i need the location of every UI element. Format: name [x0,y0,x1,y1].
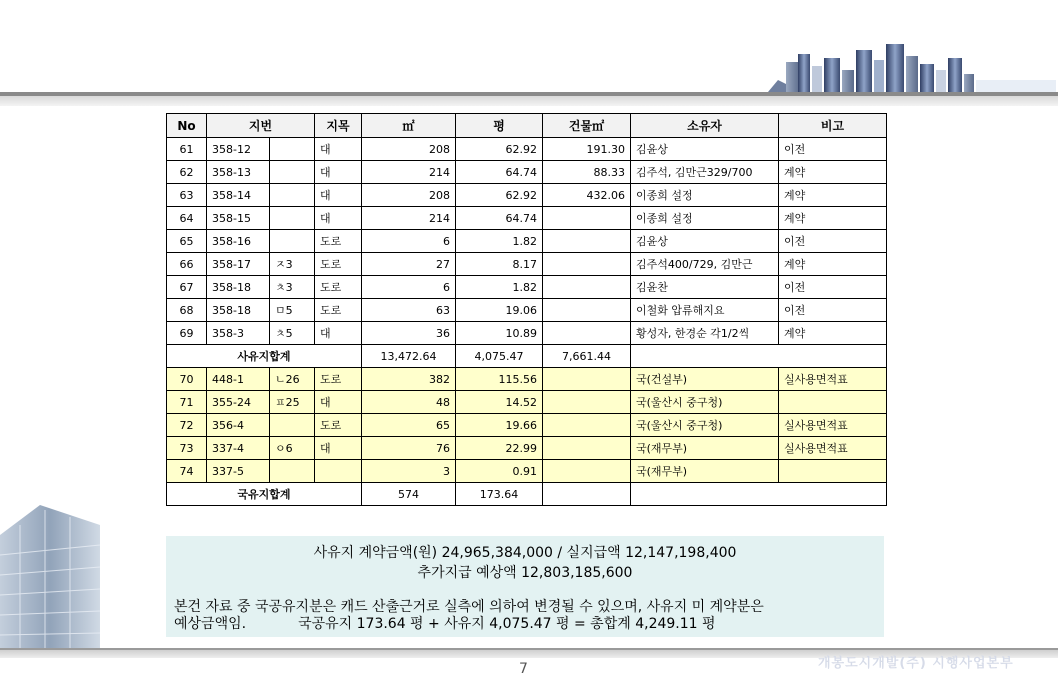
row-sqm: 6 [362,230,456,253]
row-no: 64 [167,207,207,230]
row-no: 69 [167,322,207,345]
row-building [543,368,631,391]
row-sqm: 76 [362,437,456,460]
row-pyeong: 64.74 [456,207,543,230]
note-text: 본건 자료 중 국공유지분은 캐드 산출근거로 실측에 의하여 변경될 수 있으며, 사유지 미 계약분은 [174,599,764,615]
private-total-pyeong: 4,075.47 [456,345,543,368]
row-lot: 337-4 [207,437,270,460]
table-row [167,299,887,322]
row-sub-lot [270,460,315,483]
table-row [167,138,887,161]
row-owner: 황성자, 한경순 각1/2씩 [631,322,779,345]
row-sqm: 48 [362,391,456,414]
private-total-building: 7,661.44 [543,345,631,368]
row-building [543,230,631,253]
row-building [543,207,631,230]
table-row [167,368,887,391]
header-building: 건물㎡ [543,114,631,138]
header-owner: 소유자 [631,114,779,138]
row-sub-lot: ㅊ5 [270,322,315,345]
private-total-row [167,345,887,368]
row-pyeong: 0.91 [456,460,543,483]
row-sqm: 208 [362,184,456,207]
row-category: 대 [315,437,362,460]
office-tower-icon [0,505,110,650]
row-no: 61 [167,138,207,161]
state-total-row [167,483,887,506]
row-lot: 358-12 [207,138,270,161]
page-number: 7 [519,661,528,677]
header-sqm: ㎡ [362,114,456,138]
row-no: 73 [167,437,207,460]
header-pyeong: 평 [456,114,543,138]
row-pyeong: 115.56 [456,368,543,391]
row-building [543,391,631,414]
row-category: 도로 [315,253,362,276]
area-sum-text: 국공유지 173.64 평 + 사유지 4,075.47 평 = 총합계 4,249.11 평 [298,616,716,632]
state-total-label: 국유지합계 [167,483,362,506]
row-pyeong: 62.92 [456,184,543,207]
table-row [167,276,887,299]
row-note: 계약 [779,207,887,230]
land-table [166,113,887,506]
row-sqm: 3 [362,460,456,483]
row-pyeong: 62.92 [456,138,543,161]
row-category: 대 [315,161,362,184]
row-sqm: 6 [362,276,456,299]
row-owner: 김주석, 김만근329/700 [631,161,779,184]
header-category: 지목 [315,114,362,138]
row-pyeong: 1.82 [456,230,543,253]
row-category: 대 [315,207,362,230]
row-owner: 국(재무부) [631,437,779,460]
state-total-sqm: 574 [362,483,456,506]
row-owner: 김윤상 [631,230,779,253]
row-pyeong: 8.17 [456,253,543,276]
row-no: 72 [167,414,207,437]
row-lot: 358-3 [207,322,270,345]
row-building [543,437,631,460]
row-note: 실사용면적표 [779,414,887,437]
contract-amount-text: 사유지 계약금액(원) 24,965,384,000 / 실지급액 12,147,198,400 [313,545,737,561]
row-building: 191.30 [543,138,631,161]
state-total-pyeong: 173.64 [456,483,543,506]
row-sqm: 214 [362,207,456,230]
row-category: 도로 [315,368,362,391]
row-owner: 김윤찬 [631,276,779,299]
total-area-text [174,613,882,633]
summary-box [166,536,884,637]
row-sqm: 208 [362,138,456,161]
row-building [543,253,631,276]
table-row [167,253,887,276]
row-lot: 358-14 [207,184,270,207]
table-header-row [167,114,887,138]
row-lot: 358-13 [207,161,270,184]
row-category [315,460,362,483]
row-sqm: 27 [362,253,456,276]
row-category: 대 [315,322,362,345]
row-sub-lot [270,138,315,161]
additional-payment-text: 추가지급 예상액 12,803,185,600 [417,565,633,581]
row-owner: 이철화 압류해지요 [631,299,779,322]
row-pyeong: 19.06 [456,299,543,322]
row-lot: 337-5 [207,460,270,483]
row-note: 이전 [779,138,887,161]
row-building: 432.06 [543,184,631,207]
row-sub-lot [270,230,315,253]
row-owner: 국(건설부) [631,368,779,391]
row-sub-lot [270,184,315,207]
row-lot: 355-24 [207,391,270,414]
company-watermark: 개봉도시개발(주) 시행사업본부 [818,656,1014,671]
row-lot: 358-16 [207,230,270,253]
row-owner: 김윤상 [631,138,779,161]
row-pyeong: 10.89 [456,322,543,345]
row-sqm: 214 [362,161,456,184]
row-note: 실사용면적표 [779,368,887,391]
table-row [167,161,887,184]
row-note: 실사용면적표 [779,437,887,460]
row-category: 대 [315,391,362,414]
row-lot: 358-17 [207,253,270,276]
row-sub-lot: ㅁ5 [270,299,315,322]
row-pyeong: 14.52 [456,391,543,414]
table-row [167,460,887,483]
row-no: 62 [167,161,207,184]
row-category: 도로 [315,276,362,299]
table-row [167,207,887,230]
row-sub-lot: ㅈ3 [270,253,315,276]
row-no: 74 [167,460,207,483]
header-lot: 지번 [207,114,315,138]
row-sub-lot [270,414,315,437]
row-category: 대 [315,184,362,207]
table-row [167,437,887,460]
row-note [779,391,887,414]
row-owner: 국(울산시 중구청) [631,391,779,414]
city-skyline-icon [768,40,1058,96]
row-sub-lot: ㅊ3 [270,276,315,299]
header-no: No [167,114,207,138]
row-note: 계약 [779,253,887,276]
row-note: 이전 [779,276,887,299]
row-lot: 358-18 [207,276,270,299]
row-no: 66 [167,253,207,276]
row-lot: 358-15 [207,207,270,230]
table-row [167,230,887,253]
row-building [543,276,631,299]
table-row [167,414,887,437]
row-sub-lot [270,207,315,230]
row-sub-lot [270,161,315,184]
row-building: 88.33 [543,161,631,184]
row-owner: 김주석400/729, 김만근 [631,253,779,276]
row-building [543,414,631,437]
row-note: 계약 [779,161,887,184]
row-no: 65 [167,230,207,253]
private-total-sqm: 13,472.64 [362,345,456,368]
row-note: 이전 [779,299,887,322]
row-no: 70 [167,368,207,391]
private-total-label: 사유지합계 [167,345,362,368]
row-category: 도로 [315,414,362,437]
table-row [167,184,887,207]
header-band-shade [0,96,1058,106]
row-sqm: 65 [362,414,456,437]
row-sub-lot: ㅇ6 [270,437,315,460]
row-note: 이전 [779,230,887,253]
row-category: 도로 [315,230,362,253]
row-owner: 국(울산시 중구청) [631,414,779,437]
row-sub-lot: ㄴ26 [270,368,315,391]
row-building [543,299,631,322]
row-note: 계약 [779,322,887,345]
row-sub-lot: ㅍ25 [270,391,315,414]
row-note: 계약 [779,184,887,207]
row-no: 71 [167,391,207,414]
row-sqm: 63 [362,299,456,322]
row-owner: 국(재무부) [631,460,779,483]
table-row [167,322,887,345]
header-note: 비고 [779,114,887,138]
row-no: 68 [167,299,207,322]
note-text-end: 예상금액임. [174,616,247,632]
row-sqm: 36 [362,322,456,345]
row-lot: 356-4 [207,414,270,437]
row-lot: 358-18 [207,299,270,322]
row-no: 67 [167,276,207,299]
row-owner: 이종희 설정 [631,207,779,230]
row-building [543,322,631,345]
row-sqm: 382 [362,368,456,391]
row-category: 대 [315,138,362,161]
row-pyeong: 1.82 [456,276,543,299]
row-lot: 448-1 [207,368,270,391]
row-pyeong: 64.74 [456,161,543,184]
row-no: 63 [167,184,207,207]
row-pyeong: 19.66 [456,414,543,437]
table-row [167,391,887,414]
row-category: 도로 [315,299,362,322]
row-owner: 이종희 설정 [631,184,779,207]
row-pyeong: 22.99 [456,437,543,460]
row-building [543,460,631,483]
row-note [779,460,887,483]
